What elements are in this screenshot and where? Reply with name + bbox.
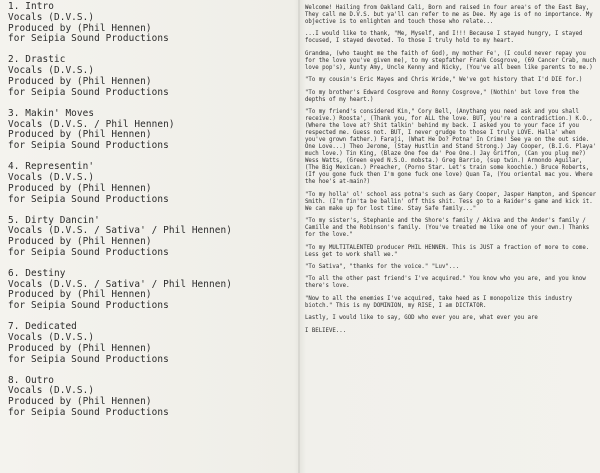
notes-paragraph: Welcome! Hailing from Oakland Cali, Born and raised in four area's of the East Bay, They call me D.V.S. but ya'll can refer to me as Dee. My age is of no importance. My objective is to enlighten and touch those who relate...: [305, 5, 593, 26]
track-producer: Produced by (Phil Hennen): [8, 129, 152, 141]
track-2: [8, 55, 288, 98]
track-title: 6. Destiny: [8, 267, 66, 279]
track-5: [8, 216, 288, 259]
track-vocals: Vocals (D.V.S.): [8, 385, 95, 397]
track-producer: Produced by (Phil Hennen): [8, 396, 152, 408]
track-title: 7. Dedicated: [8, 321, 77, 333]
notes-paragraph: "To my MULTITALENTED producer PHIL HENNEN. This is JUST a fraction of more to come. Less get to work shall we.": [305, 244, 590, 258]
thank-you-notes: [305, 5, 597, 340]
track-producer: Produced by (Phil Hennen): [8, 236, 152, 248]
notes-paragraph: "To my holla' ol' school ass potna's such as Gary Cooper, Jasper Hampton, and Spencer Smith. (I'm fin'ta be ballin' off this shit. Tess go to a Raider's game and kick it. We can make up for lost time. Stay Safe family...": [305, 191, 597, 212]
track-company: for Seipia Sound Productions: [8, 353, 169, 365]
track-vocals: Vocals (D.V.S. / Sativa' / Phil Hennen): [8, 278, 233, 290]
track-company: for Seipia Sound Productions: [8, 300, 169, 312]
track-1: [8, 2, 288, 45]
track-vocals: Vocals (D.V.S.): [8, 332, 95, 344]
notes-paragraph: "To my sister's, Stephanie and the Shore's family / Akiva and the Ander's family / Camille and the Robinson's family. (You've treated me like one of your own.) Thanks for the love.": [305, 218, 590, 239]
notes-paragraph: "To my brother's Edward Cosgrove and Ronny Cosgrove," (Nothin' but love from the depths of my heart.): [305, 89, 579, 103]
track-producer: Produced by (Phil Hennen): [8, 22, 152, 34]
notes-paragraph: I BELIEVE...: [305, 327, 347, 334]
track-8: [8, 376, 288, 419]
track-title: 5. Dirty Dancin': [8, 214, 100, 226]
track-company: for Seipia Sound Productions: [8, 86, 169, 98]
notes-paragraph: "Now to all the enemies I've acquired, take heed as I monopolize this industry biotch." This is my DOMINION, my RISE, I am DICTATOR.: [305, 295, 573, 309]
notes-paragraph: "To my friend's considered Kin," Cory Bell, (Anythang you need ask and you shall receive.) Roosta', (Thank you, for ALL the love. BUT, you're a contradiction.) K.O., (Where the love at? Shit talkin' behind my back. I asked you to your face if you respected me. Guess not. BUT, I never grudge to those I truly LOVE. Halla' when you've grown father.) Faraji, (What He Do? Potna' In Crime! See ya on the out side. One Love...) Theo Jerome, (Stay Hustlin and Stand Strong.) Jay Cooper, (B.I.G. Playa' much love.) Tin King, (Blaze One foe da' Poe One.) Jay Griffon, (Can you plug me?) Wess Watts, (Green eyed N.S.O. mobsta.) Greg Barrio, (sup twin.) Armondo Aguilar, (The Big Mexican.) Preacher, (Porno Star. Let's train some koochie.) Bruce Roberts, (If you gone fuck then I'm gone fuck one love) Quan Ta, (You oriental mac you. Where the hoe's at-main?): [305, 109, 597, 186]
track-producer: Produced by (Phil Hennen): [8, 342, 152, 354]
track-4: [8, 162, 288, 205]
track-company: for Seipia Sound Productions: [8, 140, 169, 152]
track-producer: Produced by (Phil Hennen): [8, 182, 152, 194]
track-7: [8, 322, 288, 365]
notes-paragraph: ...I would like to thank, "Me, Myself, and I!!! Because I stayed hungry, I stayed focused, I stayed devoted. To those I truly hold to my heart.: [305, 31, 583, 45]
notes-paragraph: "To Sativa", "thanks for the voice." "Luv"...: [305, 264, 460, 271]
track-title: 3. Makin' Moves: [8, 107, 95, 119]
track-title: 2. Drastic: [8, 54, 66, 66]
track-company: for Seipia Sound Productions: [8, 407, 169, 419]
track-company: for Seipia Sound Productions: [8, 33, 169, 45]
page-fold: [298, 0, 300, 473]
track-producer: Produced by (Phil Hennen): [8, 75, 152, 87]
notes-paragraph: Lastly, I would like to say, GOD who ever you are, what ever you are: [305, 315, 538, 322]
notes-paragraph: "To my cousin's Eric Mayes and Chris Wride," We've got history that I'd DIE for.): [305, 77, 583, 84]
track-list: [8, 2, 288, 429]
track-title: 1. Intro: [8, 1, 54, 12]
track-company: for Seipia Sound Productions: [8, 246, 169, 258]
notes-paragraph: Grandma, (who taught me the faith of God), my mother Fe', (I could never repay you for the love you've given me), to my stepfather Frank Cosgrove, (69 Cancer Crab, much love pop's), Aunty Amy, Uncle Kenny and Nicky, (You've all been like parents to me.): [305, 50, 597, 71]
track-title: 8. Outro: [8, 374, 54, 386]
track-company: for Seipia Sound Productions: [8, 193, 169, 205]
track-vocals: Vocals (D.V.S. / Sativa' / Phil Hennen): [8, 225, 233, 237]
notes-paragraph: "To all the other past friend's I've acquired." You know who you are, and you know there's love.: [305, 276, 586, 290]
track-vocals: Vocals (D.V.S.): [8, 11, 95, 23]
track-vocals: Vocals (D.V.S.): [8, 65, 95, 77]
track-vocals: Vocals (D.V.S. / Phil Hennen): [8, 118, 175, 130]
track-title: 4. Representin': [8, 161, 95, 173]
track-3: [8, 109, 288, 152]
track-producer: Produced by (Phil Hennen): [8, 289, 152, 301]
track-vocals: Vocals (D.V.S.): [8, 171, 95, 183]
track-6: [8, 269, 288, 312]
